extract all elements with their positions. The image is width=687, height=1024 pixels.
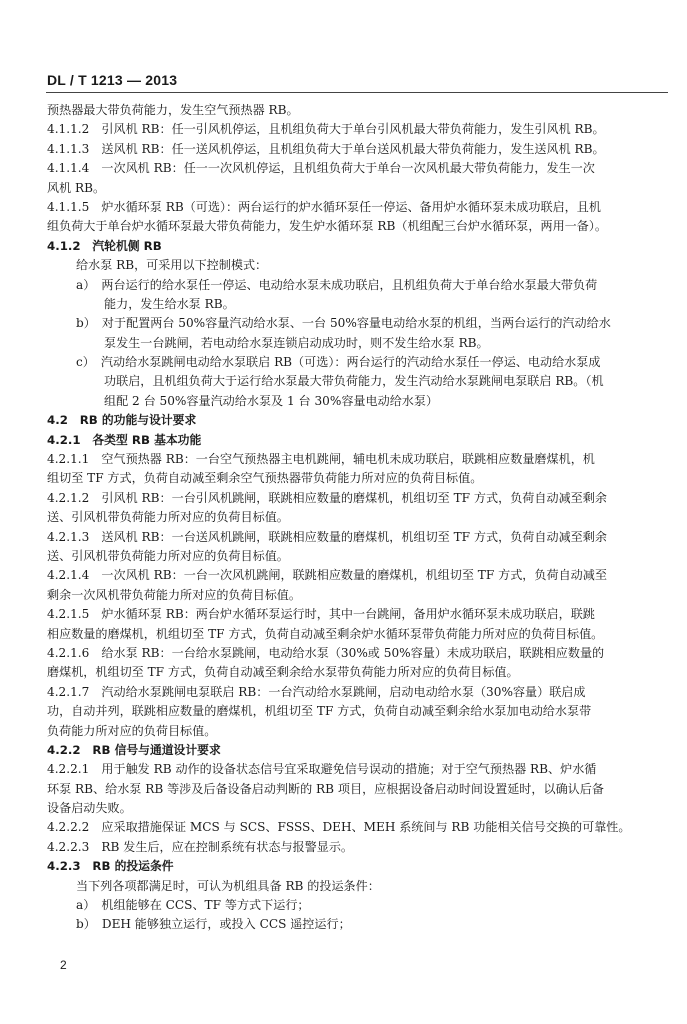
text-line: 环泵 RB、给水泵 RB 等涉及后备设备启动判断的 RB 项目，应根据设备启动时间设置延时，以确认后备 bbox=[47, 781, 604, 796]
text-line: 4.1.1.2 引风机 RB：任一引风机停运，且机组负荷大于单台引风机最大带负荷能力，发生引风机 RB。 bbox=[47, 122, 605, 137]
text-line: 给水泵 RB，可采用以下控制模式： bbox=[76, 258, 268, 273]
text-line: a） 两台运行的给水泵任一停运、电动给水泵未成功联启，且机组负荷大于单台给水泵最大带负荷 bbox=[76, 277, 598, 292]
text-line: 组负荷大于单台炉水循环泵最大带负荷能力，发生炉水循环泵 RB（机组配三台炉水循环泵，两用一备）。 bbox=[47, 219, 608, 234]
text-line: c） 汽动给水泵跳闸电动给水泵联启 RB（可选）：两台运行的汽动给水泵任一停运、电动给水泵成 bbox=[76, 355, 601, 370]
text-line: 送、引风机带负荷能力所对应的负荷目标值。 bbox=[47, 548, 289, 563]
text-line: 组切至 TF 方式，负荷自动减至剩余空气预热器带负荷能力所对应的负荷目标值。 bbox=[47, 471, 483, 486]
page-body bbox=[47, 101, 671, 935]
text-line: 设备启动失败。 bbox=[47, 801, 132, 816]
text-line: 4.2.1.2 引风机 RB：一台引风机跳闸，联跳相应数量的磨煤机，机组切至 TF 方式，负荷自动减至剩余 bbox=[47, 490, 607, 505]
text-line: 预热器最大带负荷能力，发生空气预热器 RB。 bbox=[47, 103, 299, 117]
document-code: DL / T 1213 — 2013 bbox=[47, 72, 178, 88]
text-line: 剩余一次风机带负荷能力所对应的负荷目标值。 bbox=[47, 587, 301, 602]
page-number: 2 bbox=[60, 958, 67, 972]
text-line: 组配 2 台 50%容量汽动给水泵及 1 台 30%容量电动给水泵） bbox=[104, 393, 439, 408]
text-line: a） 机组能够在 CCS、TF 等方式下运行； bbox=[76, 898, 310, 913]
text-line: 负荷能力所对应的负荷目标值。 bbox=[47, 723, 217, 738]
section-heading: 4.2.3 RB 的投运条件 bbox=[47, 859, 174, 874]
text-line: 4.2.1.3 送风机 RB：一台送风机跳闸，联跳相应数量的磨煤机，机组切至 TF 方式，负荷自动减至剩余 bbox=[47, 529, 607, 544]
text-line: 4.2.2.1 用于触发 RB 动作的设备状态信号宜采取避免信号误动的措施；对于空气预热器 RB、炉水循 bbox=[47, 762, 597, 777]
text-line: 4.2.1.1 空气预热器 RB：一台空气预热器主电机跳闸，辅电机未成功联启，联跳相应数量磨煤机，机 bbox=[47, 452, 595, 467]
text-line: b） 对于配置两台 50%容量汽动给水泵、一台 50%容量电动给水泵的机组，当两台运行的汽动给水 bbox=[76, 316, 611, 331]
text-line: 4.2.1.6 给水泵 RB：一台给水泵跳闸，电动给水泵（30%或 50%容量）未成功联启，联跳相应数量的 bbox=[47, 645, 605, 660]
text-line: 4.2.1.4 一次风机 RB：一台一次风机跳闸，联跳相应数量的磨煤机，机组切至 TF 方式，负荷自动减至 bbox=[47, 568, 607, 583]
section-heading: 4.2.1 各类型 RB 基本功能 bbox=[47, 432, 202, 447]
text-line: 风机 RB。 bbox=[47, 180, 106, 195]
text-line: 送、引风机带负荷能力所对应的负荷目标值。 bbox=[47, 510, 289, 525]
header-rule bbox=[46, 92, 668, 93]
text-line: 4.1.1.5 炉水循环泵 RB（可选）：两台运行的炉水循环泵任一停运、备用炉水循环泵未成功联启，且机 bbox=[47, 199, 601, 214]
section-heading: 4.1.2 汽轮机侧 RB bbox=[47, 238, 162, 253]
text-line: 功，自动并列，联跳相应数量的磨煤机，机组切至 TF 方式，负荷自动减至剩余给水泵加电动给水泵带 bbox=[47, 704, 592, 719]
text-line: 能力，发生给水泵 RB。 bbox=[104, 296, 235, 311]
text-line: 4.1.1.3 送风机 RB：任一送风机停运，且机组负荷大于单台送风机最大带负荷能力，发生送风机 RB。 bbox=[47, 141, 605, 156]
text-line: b） DEH 能够独立运行，或投入 CCS 遥控运行； bbox=[76, 917, 351, 932]
text-line: 4.2.2.2 应采取措施保证 MCS 与 SCS、FSSS、DEH、MEH 系统间与 RB 功能相关信号交换的可靠性。 bbox=[47, 820, 631, 835]
text-line: 当下列各项都满足时，可认为机组具备 RB 的投运条件： bbox=[76, 878, 380, 893]
text-line: 4.2.1.5 炉水循环泵 RB：两台炉水循环泵运行时，其中一台跳闸，备用炉水循环泵未成功联启，联跳 bbox=[47, 607, 595, 622]
text-line: 4.1.1.4 一次风机 RB：任一一次风机停运，且机组负荷大于单台一次风机最大带负荷能力，发生一次 bbox=[47, 161, 595, 176]
text-line: 功联启，且机组负荷大于运行给水泵最大带负荷能力，发生汽动给水泵跳闸电泵联启 RB。（机 bbox=[104, 374, 604, 389]
text-line: 4.2.2.3 RB 发生后，应在控制系统有状态与报警显示。 bbox=[47, 839, 354, 854]
section-heading: 4.2.2 RB 信号与通道设计要求 bbox=[47, 742, 221, 757]
text-line: 泵发生一台跳闸，若电动给水泵连锁启动成功时，则不发生给水泵 RB。 bbox=[104, 335, 489, 350]
text-line: 相应数量的磨煤机，机组切至 TF 方式，负荷自动减至剩余炉水循环泵带负荷能力所对应的负荷目标值。 bbox=[47, 626, 604, 641]
section-heading: 4.2 RB 的功能与设计要求 bbox=[47, 413, 197, 428]
text-line: 4.2.1.7 汽动给水泵跳闸电泵联启 RB：一台汽动给水泵跳闸，启动电动给水泵（30%容量）联启成 bbox=[47, 684, 586, 699]
text-line: 磨煤机，机组切至 TF 方式，负荷自动减至剩余给水泵带负荷能力所对应的负荷目标值。 bbox=[47, 665, 519, 680]
